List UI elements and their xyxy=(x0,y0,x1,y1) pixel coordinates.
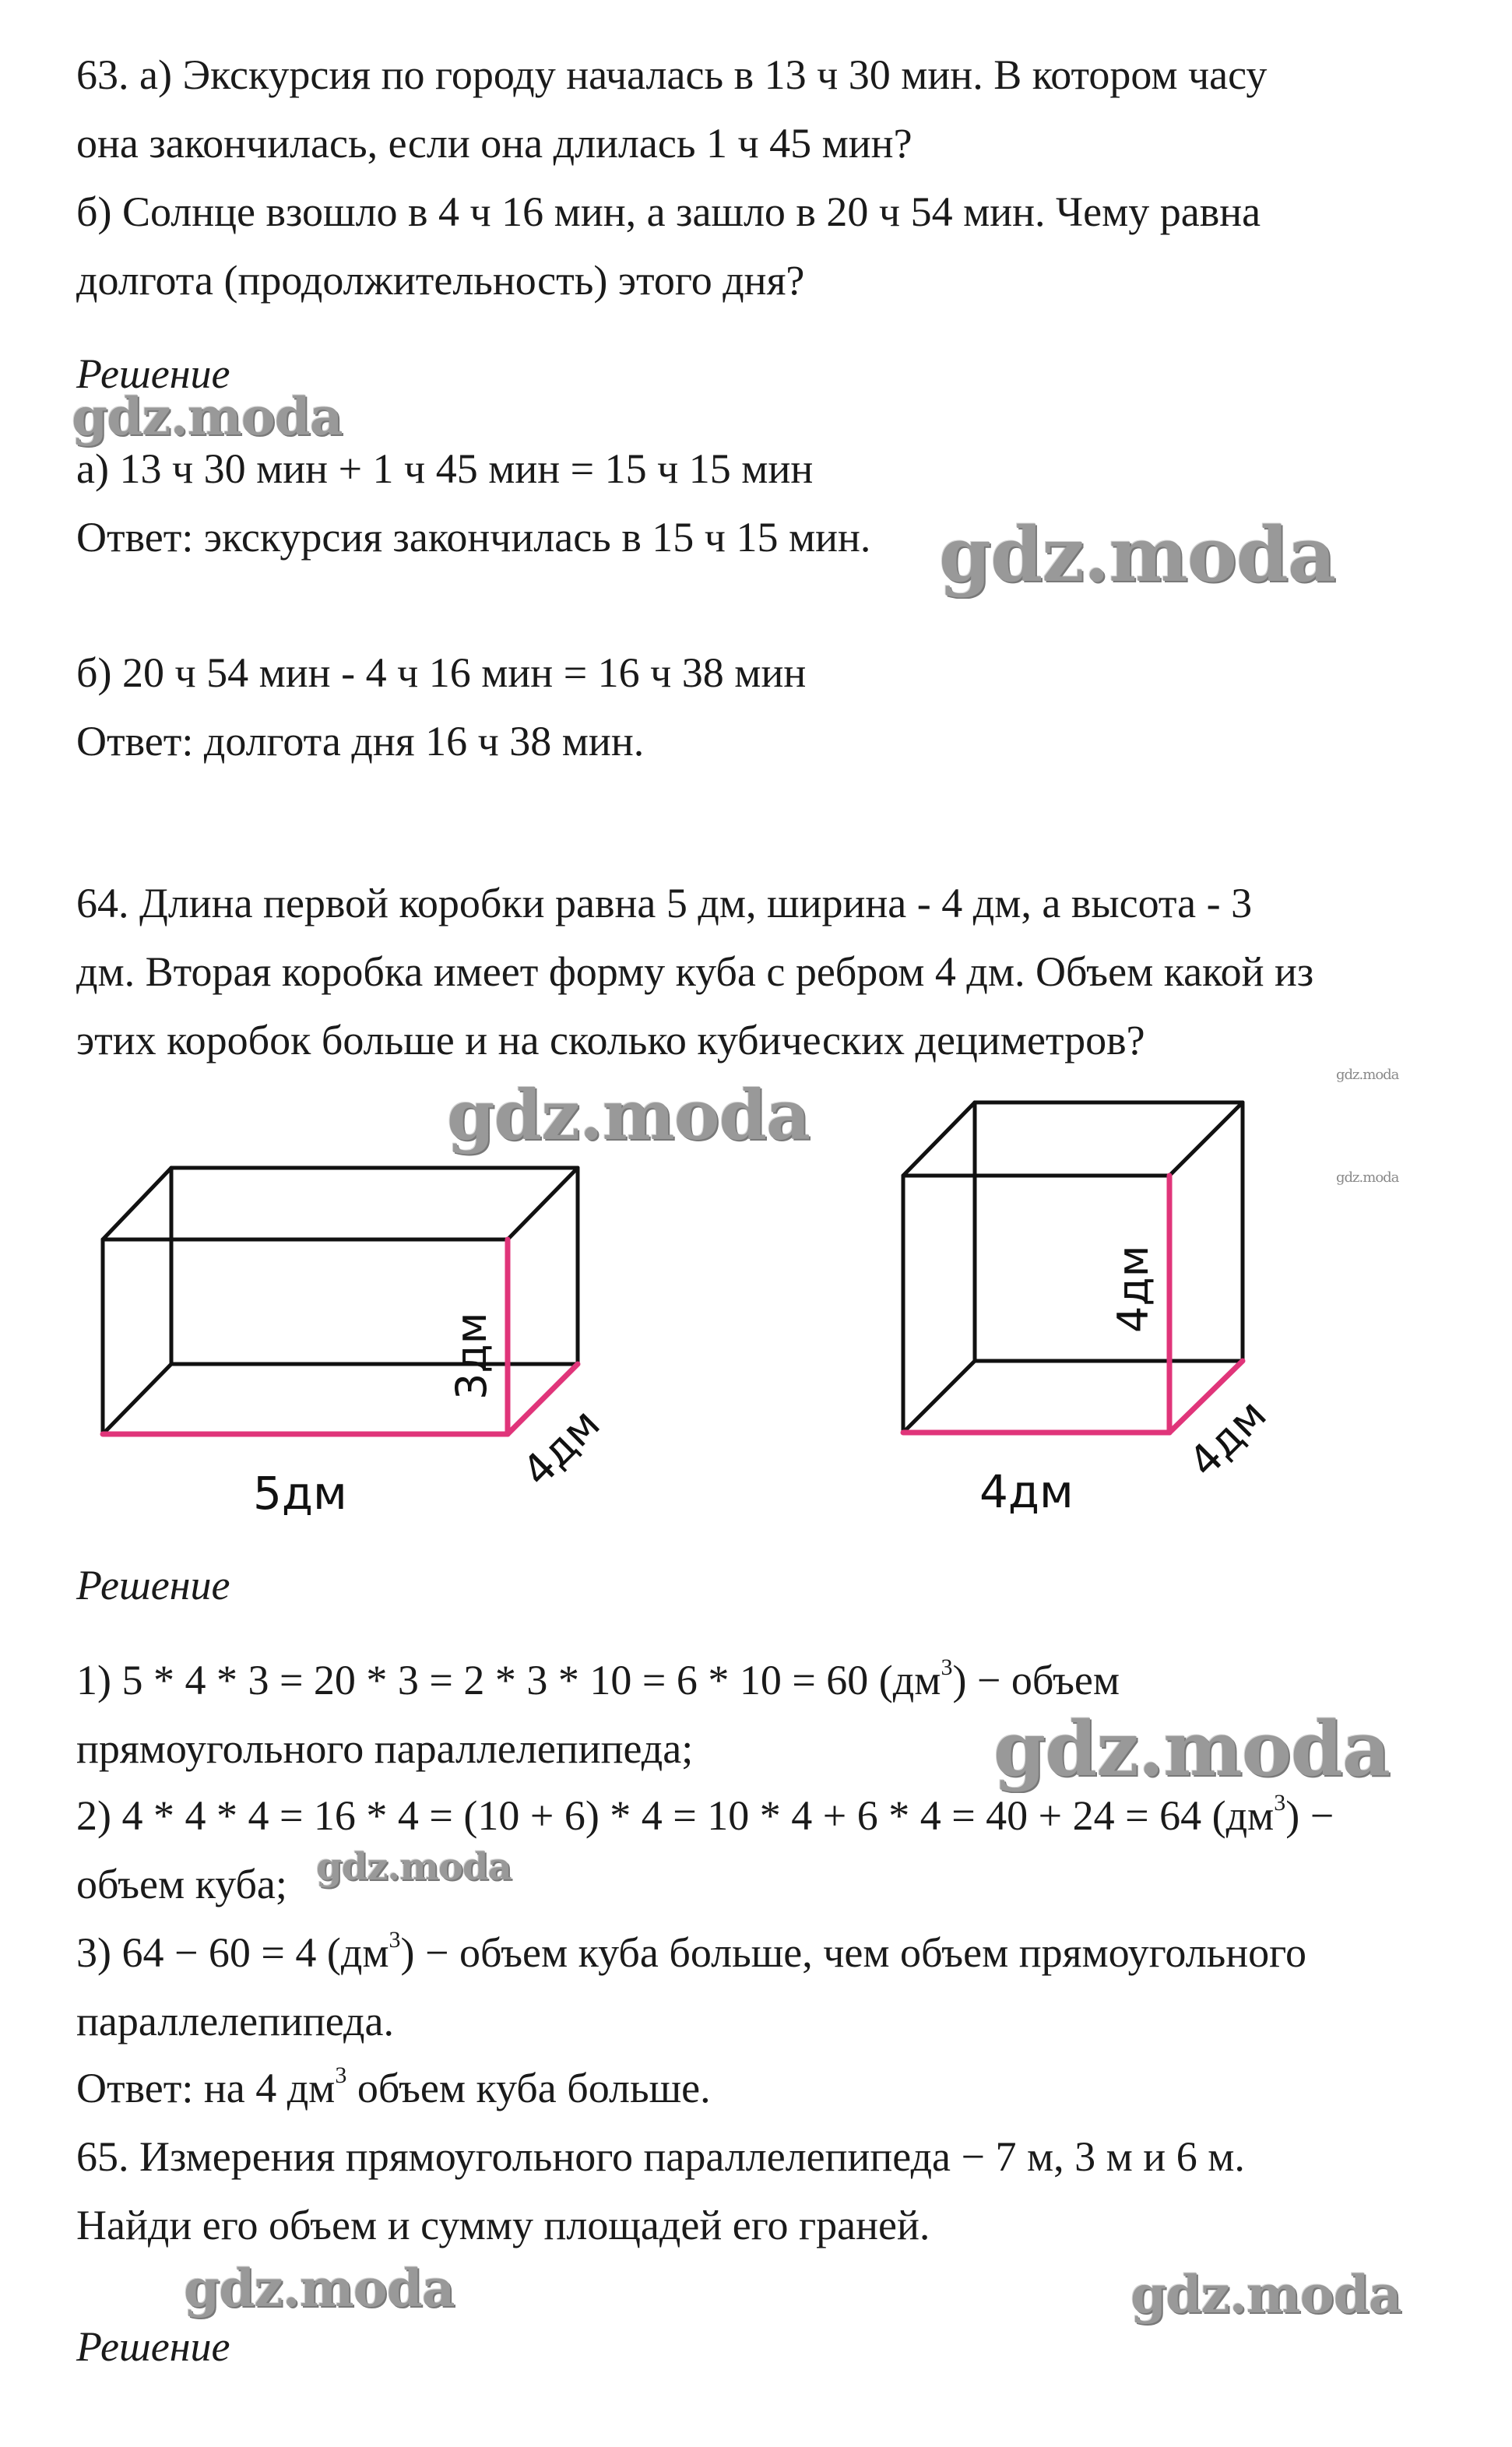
box-edge xyxy=(103,1364,171,1434)
solution-label-63: Решение xyxy=(76,350,230,397)
watermark: gdz.moda xyxy=(447,1074,811,1155)
cube xyxy=(903,1102,1243,1433)
problem-64-step-3: 3) 64 − 60 = 4 $(дм^3)$ − объем куба больше, чем объем прямоугольного xyxy=(76,1927,1306,1976)
cube-edge xyxy=(903,1361,975,1433)
box-length-label: 5дм xyxy=(253,1467,347,1520)
problem-64-line-1: 64. Длина первой коробки равна 5 дм, ширина - 4 дм, а высота - 3 xyxy=(76,880,1253,926)
problem-63-line-1: 63. а) Экскурсия по городу началась в 13 ч 30 мин. В котором часу xyxy=(76,51,1268,98)
problem-65-line-1: 65. Измерения прямоугольного параллелепипеда − 7 м, 3 м и 6 м. xyxy=(76,2133,1245,2180)
problem-63-a-calc: а) 13 ч 30 мин + 1 ч 45 мин = 15 ч 15 мин xyxy=(76,445,814,492)
problem-64-answer: Ответ: на 4 $дм^3$ объем куба больше. xyxy=(76,2062,711,2111)
problem-64-step-1-cont: прямоугольного параллелепипеда; xyxy=(76,1725,694,1772)
cube-width-label: 4дм xyxy=(1179,1390,1276,1487)
watermark: gdz.moda xyxy=(316,1845,512,1889)
solution-label-64: Решение xyxy=(76,1562,230,1608)
cube-height-label: 4дм xyxy=(1109,1245,1158,1333)
problem-64-step-2-cont: объем куба; xyxy=(76,1861,287,1907)
problem-65-line-2: Найди его объем и сумму площадей его граней. xyxy=(76,2202,930,2248)
box-width-label: 4дм xyxy=(512,1399,610,1496)
watermark: gdz.moda xyxy=(1130,2264,1401,2325)
cube-edge xyxy=(903,1102,975,1176)
problem-63-line-3: б) Солнце взошло в 4 ч 16 мин, а зашло в 20 ч 54 мин. Чему равна xyxy=(76,188,1261,235)
box-edge xyxy=(508,1168,578,1239)
solution-label-65: Решение xyxy=(76,2323,230,2370)
problem-64-line-2: дм. Вторая коробка имеет форму куба с ребром 4 дм. Объем какой из xyxy=(76,948,1314,995)
problem-63-line-2: она закончилась, если она длилась 1 ч 45 мин? xyxy=(76,120,912,167)
watermark: gdz.moda xyxy=(993,1705,1391,1793)
problem-63-line-4: долгота (продолжительность) этого дня? xyxy=(76,257,805,304)
problem-63-b-calc: б) 20 ч 54 мин - 4 ч 16 мин = 16 ч 38 мин xyxy=(76,649,807,696)
watermark: gdz.moda xyxy=(1336,1169,1399,1186)
problem-63-b-answer: Ответ: долгота дня 16 ч 38 мин. xyxy=(76,718,645,765)
cube-edge xyxy=(1169,1102,1243,1176)
watermark: gdz.moda xyxy=(72,386,343,447)
problem-64-step-3-cont: параллелепипеда. xyxy=(76,1998,394,2044)
watermark: gdz.moda xyxy=(1336,1067,1399,1083)
box-height-label: 3дм xyxy=(447,1312,496,1400)
watermark: gdz.moda xyxy=(184,2258,455,2319)
problem-64-step-2: 2) 4 * 4 * 4 = 16 * 4 = (10 + 6) * 4 = 10 * 4 + 6 * 4 = 40 + 24 = 64 $(дм^3)$ − xyxy=(76,1790,1334,1839)
problem-64-line-3: этих коробок больше и на сколько кубических дециметров? xyxy=(76,1017,1145,1064)
problem-63-a-answer: Ответ: экскурсия закончилась в 15 ч 15 мин. xyxy=(76,514,871,561)
cube-length-label: 4дм xyxy=(979,1465,1074,1518)
box-edge xyxy=(103,1168,171,1239)
rectangular-box xyxy=(103,1168,578,1434)
watermark: gdz.moda xyxy=(939,511,1336,599)
problem-64-step-1: 1) 5 * 4 * 3 = 20 * 3 = 2 * 3 * 10 = 6 * 10 = 60 $(дм^3)$ − объем xyxy=(76,1654,1120,1703)
